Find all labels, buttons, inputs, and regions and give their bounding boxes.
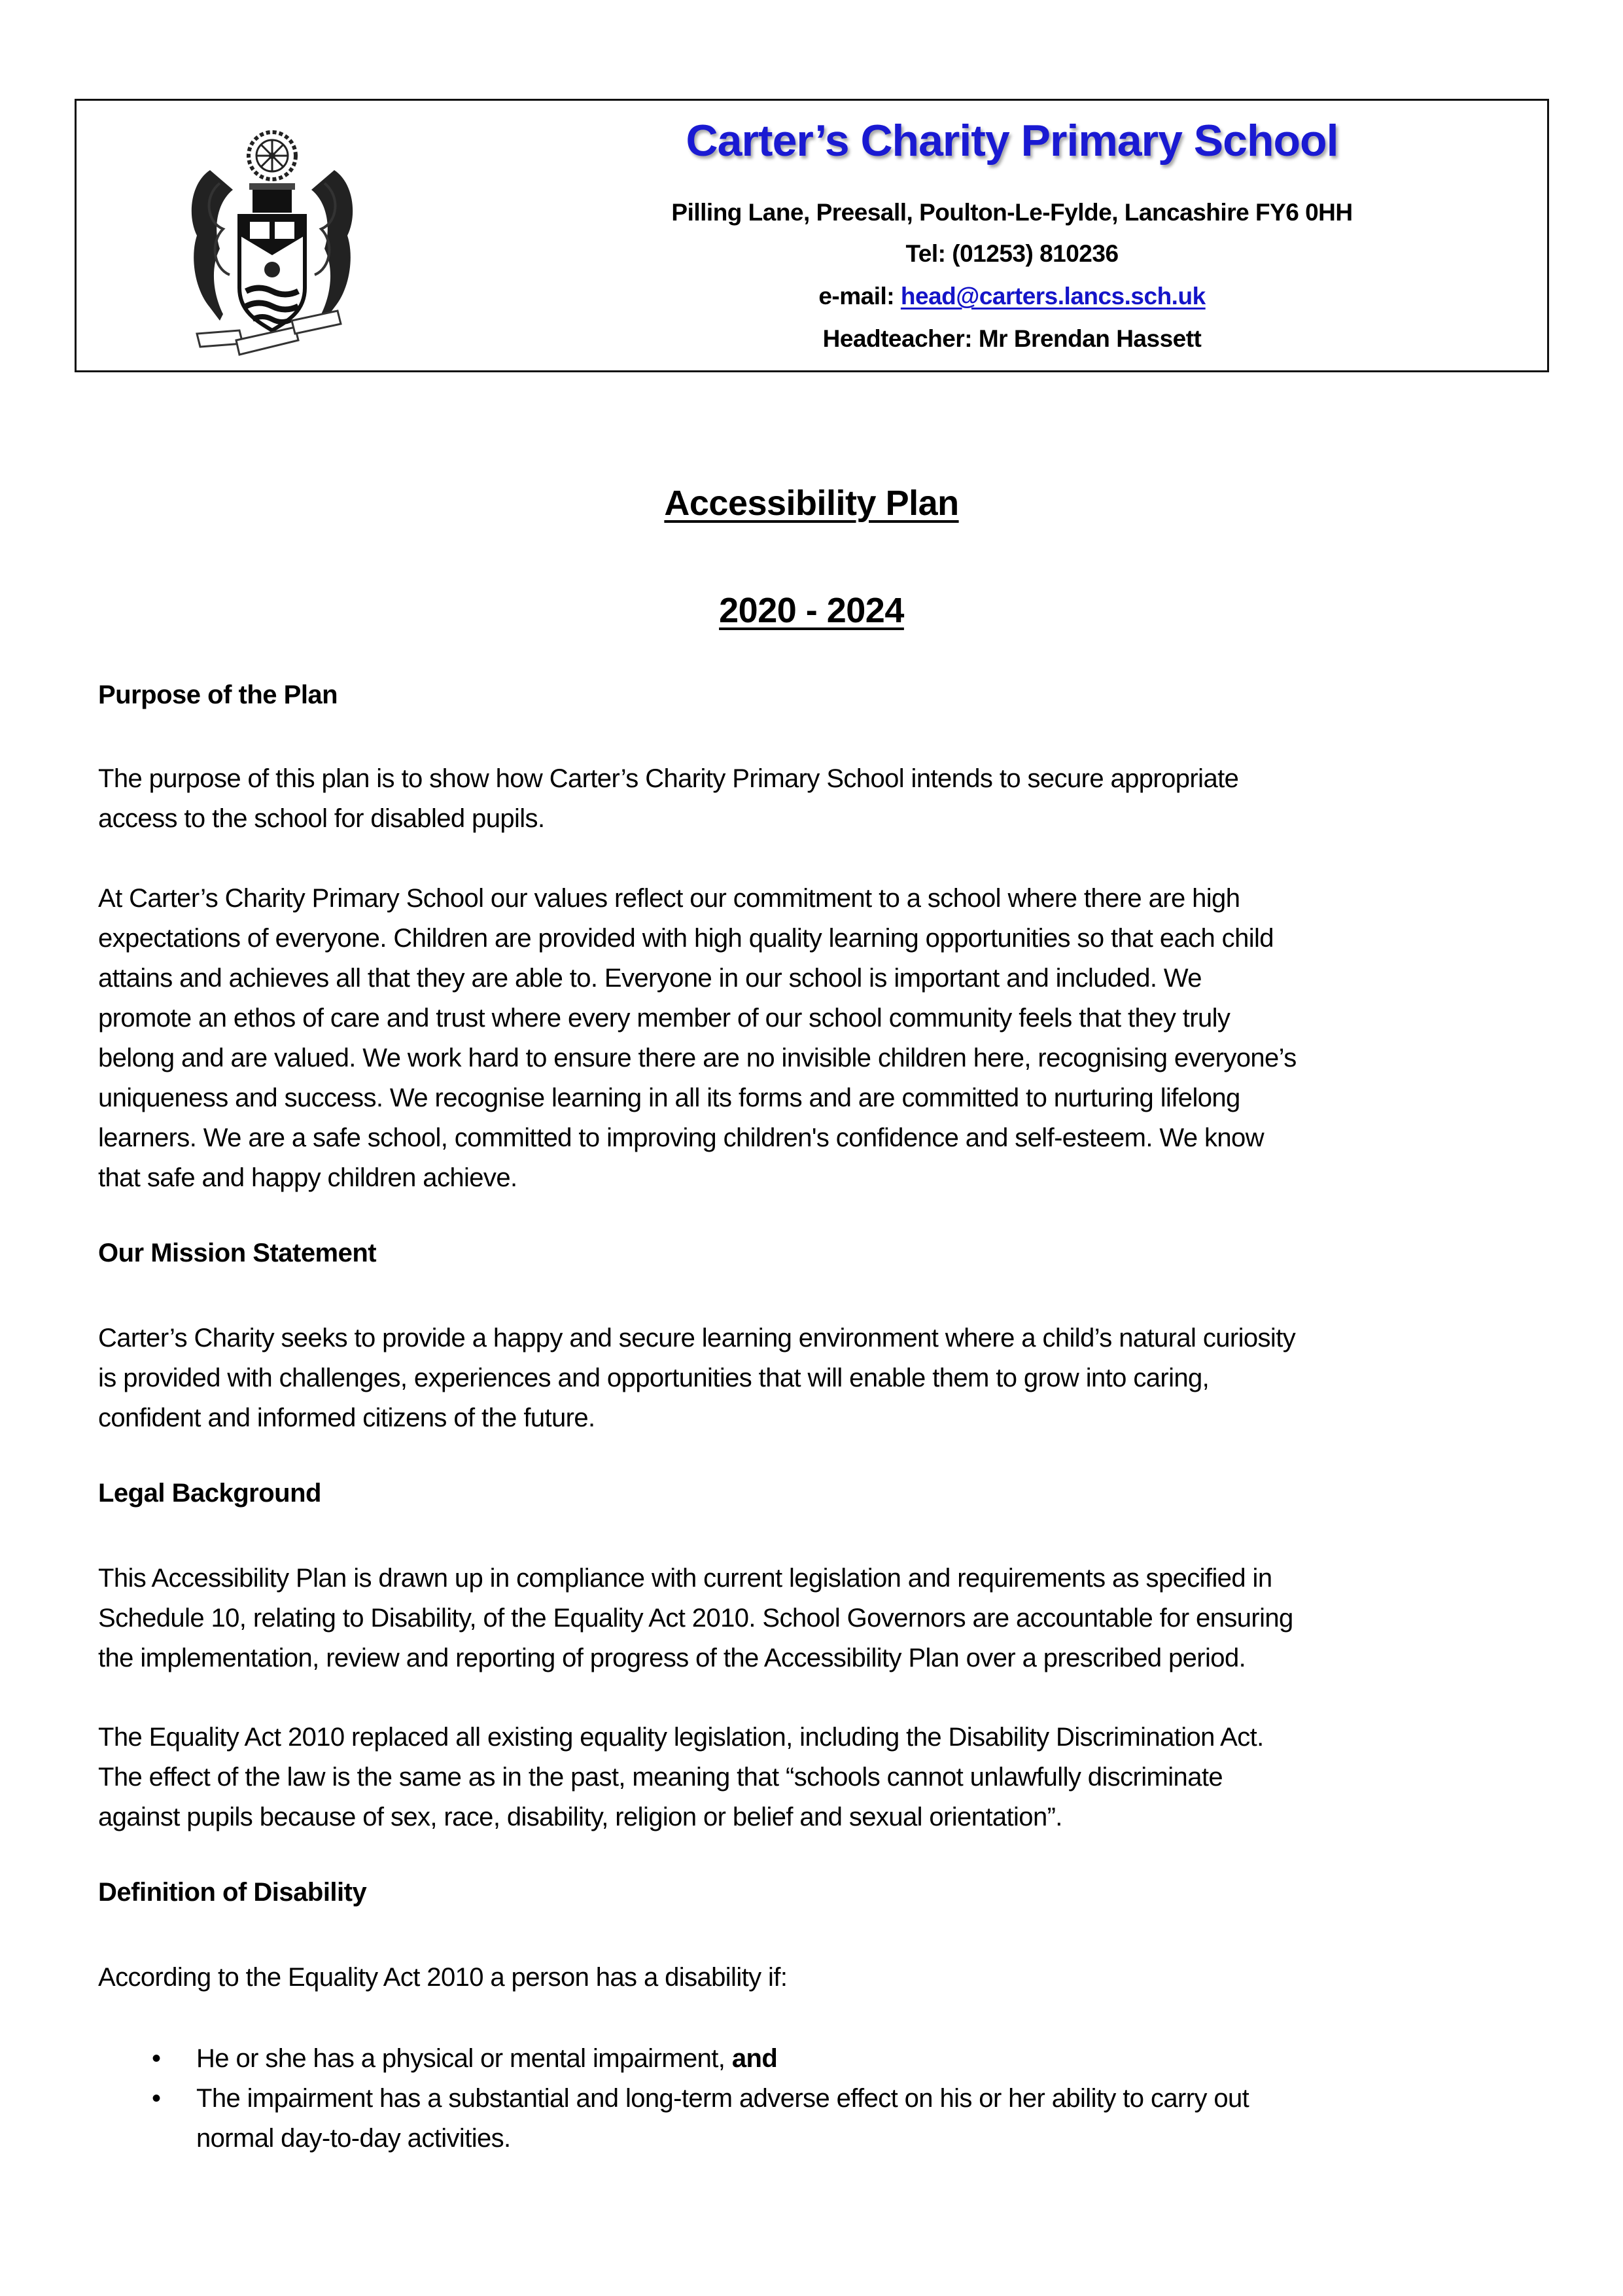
section-heading-mission: Our Mission Statement [98, 1239, 377, 1267]
document-years: 2020 - 2024 [719, 591, 904, 630]
text-line: confident and informed citizens of the future. [98, 1404, 595, 1432]
document-title: Accessibility Plan [664, 484, 959, 523]
school-address: Pilling Lane, Preesall, Poulton-Le-Fylde, Lancashire FY6 0HH [671, 199, 1353, 226]
paragraph-mission [98, 1318, 1537, 1438]
text-line: At Carter’s Charity Primary School our values reflect our commitment to a school where there are high [98, 884, 1240, 913]
text-line: learners. We are a safe school, committed to improving children's confidence and self-esteem. We know [98, 1123, 1264, 1152]
bullet-item [98, 2079, 1537, 2159]
school-crest-icon [184, 124, 360, 360]
text-line: that safe and happy children achieve. [98, 1163, 517, 1192]
text-line: is provided with challenges, experiences and opportunities that will enable them to grow into caring, [98, 1364, 1210, 1392]
letterhead-text [574, 101, 1450, 370]
text-line: The Equality Act 2010 replaced all existing equality legislation, including the Disability Discrimination Act. [98, 1723, 1264, 1752]
paragraph-values [98, 879, 1537, 1198]
text-line: access to the school for disabled pupils. [98, 804, 545, 833]
bullet-text: normal day-to-day activities. [196, 2124, 511, 2153]
bullet-text: The impairment has a substantial and long-term adverse effect on his or her ability to carry out [196, 2084, 1249, 2113]
letterhead [75, 99, 1549, 372]
section-heading-definition: Definition of Disability [98, 1878, 367, 1907]
school-name: Carter’s Charity Primary School [686, 116, 1338, 166]
text-line: expectations of everyone. Children are provided with high quality learning opportunities so that each child [98, 924, 1274, 953]
email-label: e-mail: [818, 283, 901, 309]
headteacher: Headteacher: Mr Brendan Hassett [822, 325, 1202, 352]
paragraph-purpose [98, 759, 1537, 839]
definition-bullet-list [98, 2039, 1537, 2159]
text-line: belong and are valued. We work hard to ensure there are no invisible children here, recognising everyone’s [98, 1044, 1297, 1072]
text-line: Carter’s Charity seeks to provide a happy and secure learning environment where a child’s natural curiosity [98, 1324, 1296, 1352]
bullet-icon: • [152, 2044, 161, 2073]
bullet-item [98, 2039, 1537, 2079]
text-line: against pupils because of sex, race, disability, religion or belief and sexual orientation”. [98, 1803, 1062, 1831]
section-heading-legal: Legal Background [98, 1479, 321, 1508]
text-line: the implementation, review and reporting of progress of the Accessibility Plan over a prescribed period. [98, 1644, 1246, 1672]
text-line: uniqueness and success. We recognise learning in all its forms and are committed to nurturing lifelong [98, 1084, 1240, 1112]
text-line: According to the Equality Act 2010 a person has a disability if: [98, 1963, 788, 1992]
paragraph-definition-intro [98, 1958, 1537, 1998]
bullet-text: He or she has a physical or mental impairment, [196, 2044, 732, 2073]
text-line: Schedule 10, relating to Disability, of the Equality Act 2010. School Governors are accountable for ensuring [98, 1604, 1293, 1633]
bullet-bold-text: and [731, 2044, 778, 2073]
paragraph-equality-act [98, 1718, 1537, 1837]
text-line: The effect of the law is the same as in the past, meaning that “schools cannot unlawfully discriminate [98, 1763, 1223, 1792]
email-link[interactable]: head@carters.lancs.sch.uk [900, 283, 1206, 309]
text-line: This Accessibility Plan is drawn up in compliance with current legislation and requirements as specified in [98, 1564, 1272, 1593]
text-line: attains and achieves all that they are able to. Everyone in our school is important and included. We [98, 964, 1202, 993]
section-heading-purpose: Purpose of the Plan [98, 680, 338, 709]
school-email-line [574, 283, 1450, 310]
text-line: The purpose of this plan is to show how Carter’s Charity Primary School intends to secure appropriate [98, 764, 1239, 793]
paragraph-legal-compliance [98, 1559, 1537, 1678]
text-line: promote an ethos of care and trust where every member of our school community feels that they truly [98, 1004, 1230, 1033]
school-telephone: Tel: (01253) 810236 [905, 240, 1119, 267]
bullet-icon: • [152, 2084, 161, 2113]
